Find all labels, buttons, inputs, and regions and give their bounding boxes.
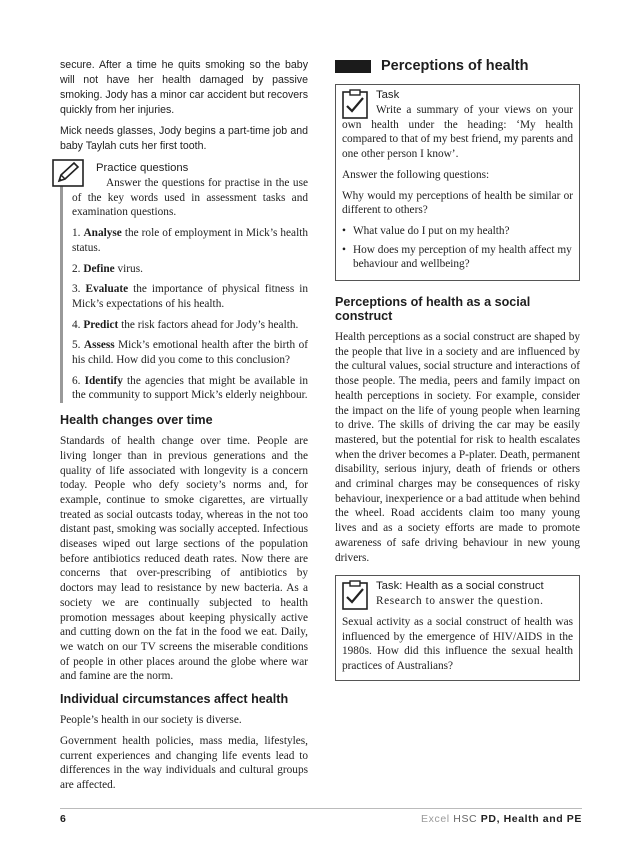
heading-health-changes: Health changes over time: [60, 413, 213, 428]
intro-paragraph-2: Mick needs glasses, Jody begins a part-time job and baby Taylah cuts her first tooth.: [60, 125, 308, 152]
footer-divider: [60, 808, 582, 809]
question-item: 3. Evaluate the importance of physical fitness in Mick’s expectations of his health.: [72, 283, 308, 310]
heading-social-construct: Perceptions of health as a social construct: [335, 295, 531, 324]
brand-title: PD, Health and PE: [480, 813, 582, 825]
pencil-icon: [52, 159, 84, 187]
clipboard-icon: [342, 580, 368, 610]
question-item: 5. Assess Mick’s emotional health after the birth of his child. How did you come to this conclusion?: [72, 339, 308, 367]
heading-individual-circumstances: Individual circumstances affect health: [60, 692, 289, 707]
list-item: • What value do I put on my health?: [342, 224, 573, 239]
practice-questions-box: [60, 162, 308, 403]
clipboard-icon: [342, 89, 368, 119]
question-item: 6. Identify the agencies that might be available in the community to support Mick’s elderly neighbour.: [72, 374, 308, 402]
section-title: Perceptions of health: [381, 58, 529, 74]
practice-intro: Answer the questions for practise in the use of the key words used in assessment tasks and examination questions.: [72, 177, 308, 219]
right-column: [335, 58, 580, 681]
individual-paragraph-1: People’s health in our society is diverse.: [60, 714, 242, 727]
footer-brand: [421, 813, 582, 825]
question-item: 1. Analyse the role of employment in Mick’s health status.: [72, 227, 308, 254]
individual-paragraph-2: Government health policies, mass media, lifestyles, current experiences and changing life events lead to differences in the way individuals and cultural groups are affected.: [60, 734, 308, 791]
task-box-social: [335, 575, 580, 681]
task-social-body: Sexual activity as a social construct of health was influenced by the emergence of HIV/AIDS in the 1980s. How did this influence the sexual health practices of Australians?: [342, 615, 573, 673]
section-bar: [335, 60, 371, 73]
task-intro: Write a summary of your views on your own health under the heading: ‘My health compared to that of my best friend, my parents and one other person I know’.: [342, 104, 573, 161]
brand-excel: Excel: [421, 813, 450, 825]
task-title: Task: [376, 89, 400, 101]
brand-hsc: HSC: [453, 813, 478, 825]
task-line-3: Why would my perceptions of health be similar or different to others?: [342, 189, 573, 217]
task-bullet-list: [342, 224, 573, 272]
practice-questions-title: Practice questions: [96, 162, 189, 174]
task-box: [335, 84, 580, 281]
task-social-intro: Research to answer the question.: [376, 595, 544, 608]
list-item: • How does my perception of my health affect my behaviour and wellbeing?: [342, 243, 573, 272]
page-number: 6: [60, 813, 66, 825]
task-social-title: Task: Health as a social construct: [376, 580, 544, 593]
social-construct-body: Health perceptions as a social construct are shaped by the people that live in a society and are influenced by the cultural values, social structure and interactions of those people. The media, peers and family impact on health perceptions in society. For example, consider the impact on the life of young people when learning to drive. The skills of driving the car may be easily mastered, but the potential for risk to health escalates when the driver becomes a P-plater. Death, permanent disability, serious injury, death of friends or others and criminal charges may be consequences of risky behaviour, inexperience or a bad attitude when behind the wheel. Road accidents claim too many young lives and as a society efforts are made to promote awareness of safe driving behaviour in new young drivers.: [335, 331, 580, 564]
question-item: 2. Define virus.: [72, 262, 143, 275]
intro-paragraph-1: secure. After a time he quits smoking so the baby will not have her health damaged by passive smoking. Jody has a minor car accident but recovers quickly from her injuries.: [60, 59, 308, 116]
question-item: 4. Predict the risk factors ahead for Jody’s health.: [72, 318, 299, 331]
left-column: [60, 58, 308, 799]
section-header: [335, 58, 580, 74]
task-line-2: Answer the following questions:: [342, 168, 490, 181]
health-changes-body: Standards of health change over time. People are living longer than in previous generations and the quality of life associated with longevity is a concern today. People who defy society’s norms and, for example, continue to smoke cigarettes, are virtually treated as social outcasts today, whereas in the not too distant past, smoking was socially accepted. Infectious diseases wiped out large sections of the population before antibiotics reduced death rates. Now there are concerns that over-prescribing of antibiotics by doctors may lead to resistance by new bacteria. As a society we are continually subjected to health promotion messages about keeping physically active and cutting down on the fat in the food we eat. Daily, we watch on our TV screens the miserable conditions of people in other places around the globe where war and famine are the norm.: [60, 435, 308, 683]
